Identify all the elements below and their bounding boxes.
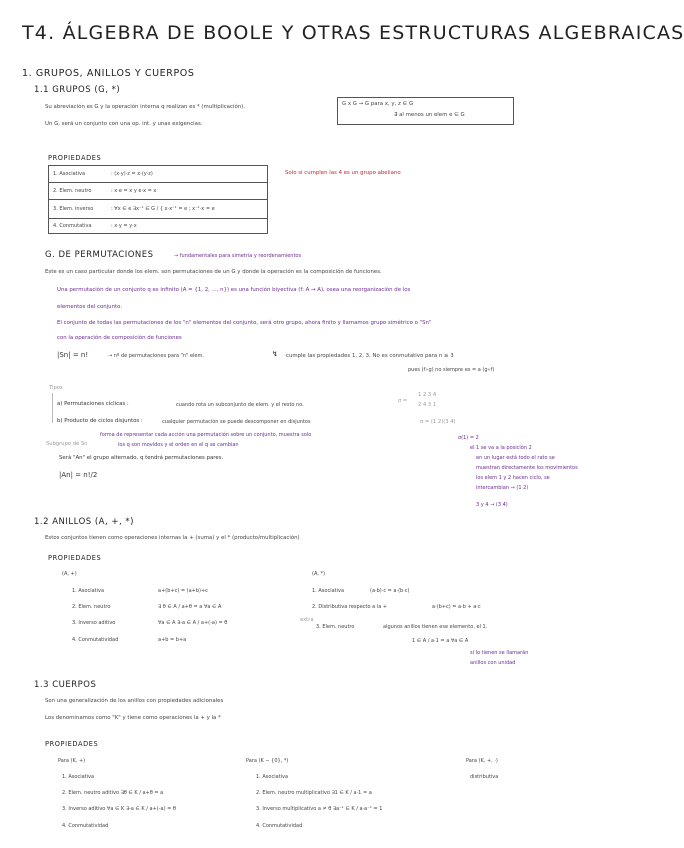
fields-col2-item: 2. Elem. neutro multiplicativo ∃1 ∈ K / a·1 = a: [256, 790, 372, 796]
groups-properties-heading: PROPIEDADES: [48, 154, 102, 162]
divider: [49, 182, 267, 183]
fields-col1-item: 2. Elem. neutro aditivo ∃θ ∈ K / a+θ = a: [62, 790, 164, 796]
rings-mul-heading: (A, *): [312, 571, 326, 577]
matrix-bottom: 2 4 3 1: [418, 402, 437, 408]
fields-col1-item: 4. Conmutatividad: [62, 823, 109, 829]
disjoint-note-2: los q son movidos y el orden en el q se cambian: [118, 442, 239, 448]
rings-sum-prop: 1. Asociativa: [72, 588, 105, 594]
pues-text: pues (f∘g) no siempre es = a (g∘f): [408, 367, 495, 373]
fields-col1-item: 3. Inverso aditivo ∀a ∈ K ∃-a ∈ K / a+(-a) = θ: [62, 806, 176, 812]
page-title: T4. ÁLGEBRA DE BOOLE Y OTRAS ESTRUCTURAS ALGEBRAICAS: [22, 22, 684, 44]
prop-expr: : (x·y)·z = x·(y·z): [111, 171, 153, 177]
prop-name: 4. Conmutativa: [53, 223, 92, 229]
fields-col1-item: 1. Asociativa: [62, 774, 95, 780]
fields-col2-item: 3. Inverso multiplicativo a ≠ θ ∃a⁻¹ ∈ K / a·a⁻¹ = 1: [256, 806, 383, 812]
rings-mul-prop: 2. Distributiva respecto a la +: [312, 604, 388, 610]
rings-sum-heading: (A, +): [62, 571, 77, 577]
perm-text-5: con la operación de composición de funciones: [57, 335, 182, 341]
fields-heading: 1.3 CUERPOS: [34, 680, 97, 690]
extra-label: extra: [300, 617, 314, 623]
bracket-line: [52, 393, 53, 423]
rings-heading: 1.2 ANILLOS (A, +, *): [34, 517, 134, 527]
prop-name: 2. Elem. neutro: [53, 188, 92, 194]
rings-properties-heading: PROPIEDADES: [48, 554, 102, 562]
rings-sum-expr: a+(b+c) = (a+b)+c: [158, 588, 208, 594]
fields-text-1: Son una generalización de los anillos con propiedades adicionales: [45, 698, 224, 704]
rings-sum-prop: 3. Inverso aditivo: [72, 620, 116, 626]
sigma-explain: en un lugar está todo el rato se: [476, 455, 555, 461]
matrix-top: 1 2 3 4: [418, 392, 437, 398]
lightning-icon: ↯: [272, 350, 278, 358]
rings-mul-prop: 1. Asociativa: [312, 588, 345, 594]
sigma-explain: σ(1) = 2: [458, 435, 479, 441]
rings-sum-prop: 4. Conmutatividad: [72, 637, 119, 643]
sn-formula: |Sn| = n!: [57, 351, 89, 359]
rings-mul-expr: algunos anillos tienen ese elemento, el 1.: [383, 624, 488, 630]
groups-text-1: Su abreviación es G y la operación interna q realizan es * (multiplicación).: [45, 104, 245, 110]
permutations-heading: G. DE PERMUTACIONES: [45, 250, 154, 260]
fields-col3-item: distributiva: [470, 774, 499, 780]
tipos-label: Tipos: [49, 385, 63, 391]
perm-text-4: El conjunto de todas las permutaciones de los "n" elementos del conjunto, será otro grupo, ahora finito y llamamos grupo simétrico o "Sn": [57, 320, 432, 326]
fields-col2-item: 1. Asociativa: [256, 774, 289, 780]
rings-sum-expr: ∃ θ ∈ A / a+θ = a ∀a ∈ A: [158, 604, 222, 610]
disjoint-label: b) Producto de ciclos disjuntos :: [57, 418, 143, 424]
cyclic-desc: cuando rota un subconjunto de elem. y el resto no.: [176, 402, 304, 408]
alternating-text: Será "An" el grupo alternado, q tendrá permutaciones pares.: [59, 455, 224, 461]
abelian-note: Solo si cumplen las 4 es un grupo abeliano: [285, 170, 401, 176]
sigma-explain: intercambian → (1 2): [476, 485, 529, 491]
rings-mul-prop: 3. Elem. neutro: [316, 624, 355, 630]
rings-text: Estos conjuntos tienen como operaciones internas la + (suma) y el * (producto/multiplicación): [45, 535, 300, 541]
groups-heading: 1.1 GRUPOS (G, *): [34, 85, 121, 95]
sigma-disjoint: σ = (1 2)(3 4): [420, 419, 456, 425]
prop-expr: : x·e = x y e·x = x: [111, 188, 157, 194]
sigma-explain: 3 y 4 → (3 4): [476, 502, 508, 508]
fields-properties-heading: PROPIEDADES: [45, 740, 99, 748]
fields-text-2: Los denominamos como "K" y tiene como operaciones la + y la *: [45, 715, 221, 721]
box-line-2: ∃ al menos un elem e ∈ G: [394, 112, 465, 118]
prop-expr: : ∀x ∈ e ∃x⁻¹ ∈ G / { x·x⁻¹ = e ; x⁻¹·x = e: [111, 206, 215, 212]
perm-text-3: elementos del conjunto.: [57, 304, 123, 310]
rings-mul-expr: 1 ∈ A / a·1 = a ∀a ∈ A: [412, 638, 469, 644]
rings-sum-expr: ∀a ∈ A ∃-a ∈ A / a+(-a) = θ: [158, 620, 228, 626]
prop-expr: : x·y = y·x: [111, 223, 137, 229]
sigma-explain: los elem 1 y 2 hacen ciclo, se: [476, 475, 550, 481]
unity-note-1: si lo tienen se llamarán: [470, 650, 529, 656]
sigma-label: σ =: [398, 398, 408, 404]
box-line-1: G x G → G para x, y, z ∈ G: [342, 101, 414, 107]
disjoint-desc: cualquier permutación se puede descomponer en disjuntos: [162, 419, 311, 425]
permutations-note: → fundamentales para simetría y reordenamientos: [174, 253, 302, 259]
fields-col2-heading: Para (K − {0}, *): [246, 758, 289, 764]
sigma-explain: el 1 se va a la posición 2: [470, 445, 532, 451]
section-heading: 1. GRUPOS, ANILLOS Y CUERPOS: [22, 68, 195, 79]
cyclic-label: a) Permutaciones cíclicas :: [57, 401, 129, 407]
prop-name: 3. Elem. inverso: [53, 206, 94, 212]
perm-text-1: Este es un caso particular donde los elem. son permutaciones de un G y donde la operación es la composición de funciones.: [45, 269, 382, 275]
an-formula: |An| = n!/2: [59, 471, 98, 479]
fields-col3-heading: Para (K, +, ·): [466, 758, 498, 764]
rings-sum-prop: 2. Elem. neutro: [72, 604, 111, 610]
sn-note: → nº de permutaciones para "n" elem.: [108, 353, 204, 359]
subgroup-label: Subgrupo de Sn: [46, 441, 88, 447]
prop-name: 1. Asociativa: [53, 171, 86, 177]
divider: [49, 199, 267, 200]
fields-col1-heading: Para (K, +): [58, 758, 86, 764]
disjoint-note-1: forma de representar cada acción una permutación sobre un conjunto, muestra solo: [100, 432, 312, 438]
sigma-explain: muestran directamente los movimientos: [476, 465, 578, 471]
groups-text-2: Un G, será un conjunto con una op. int. y unas exigencias.: [45, 121, 203, 127]
fields-col2-item: 4. Conmutatividad: [256, 823, 303, 829]
rings-mul-expr: (a·b)·c = a·(b·c): [370, 588, 410, 594]
unity-note-2: anillos con unidad: [470, 660, 516, 666]
cumple-text: cumple las propiedades 1, 2, 3. No es conmutativo para n ≥ 3: [286, 353, 454, 359]
groups-properties-box: [48, 165, 268, 234]
groups-definition-box: [337, 97, 514, 125]
divider: [49, 218, 267, 219]
rings-sum-expr: a+b = b+a: [158, 637, 187, 643]
perm-text-2: Una permutación de un conjunto q es infinito (A = {1, 2, ..., n}) es una función biyectiva (f: A → A), osea una reorganización de los: [57, 287, 411, 293]
rings-mul-expr: a·(b+c) = a·b + a·c: [432, 604, 481, 610]
